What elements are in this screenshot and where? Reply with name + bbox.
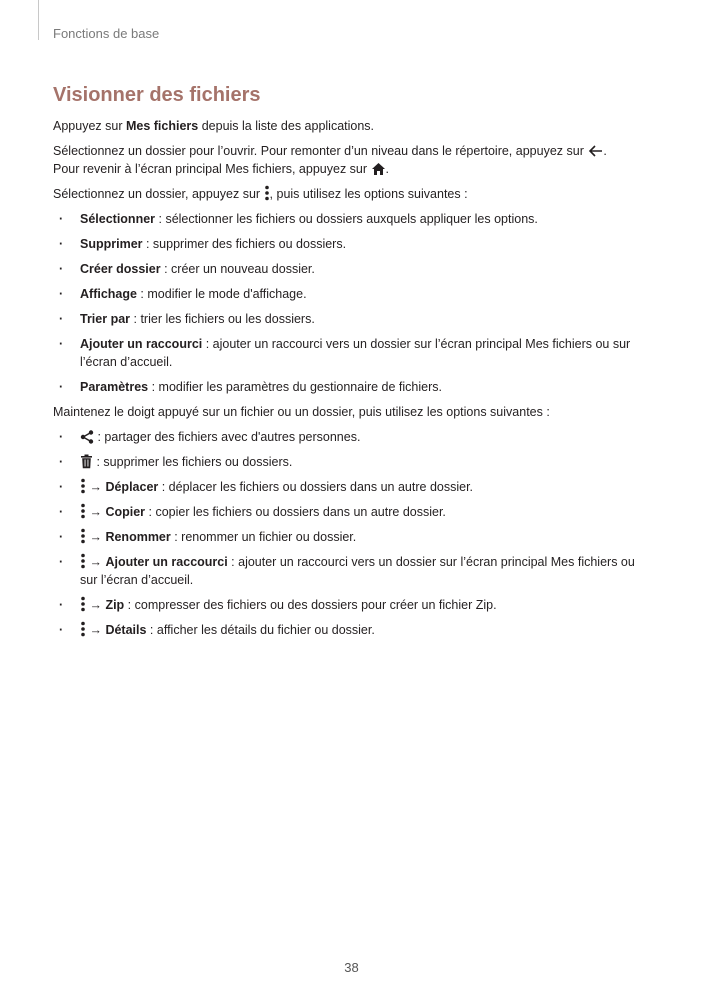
list-item: · Trier par : trier les fichiers ou les dossiers. [53, 310, 653, 328]
list-item: · : partager des fichiers avec d'autres personnes. [53, 428, 653, 446]
list-item: · → Zip : compresser des fichiers ou des dossiers pour créer un fichier Zip. [53, 596, 653, 614]
folder-options-list [53, 210, 653, 396]
list-item: · → Renommer : renommer un fichier ou dossier. [53, 528, 653, 546]
file-options-intro: Maintenez le doigt appuyé sur un fichier ou un dossier, puis utilisez les options suivantes : [53, 405, 550, 419]
section-header: Fonctions de base [53, 26, 160, 41]
folder-options-intro: Sélectionnez un dossier, appuyez sur , puis utilisez les options suivantes : [53, 187, 468, 201]
list-item: · → Détails : afficher les détails du fichier ou dossier. [53, 621, 653, 639]
trash-icon [80, 454, 93, 469]
intro-paragraph: Appuyez sur Mes fichiers depuis la liste des applications. [53, 119, 375, 133]
page-number: 38 [344, 960, 359, 975]
list-item: · → Ajouter un raccourci : ajouter un raccourci vers un dossier sur l’écran principal Mes fichiers ou sur l’écran d’accueil. [53, 553, 653, 589]
list-item: · Paramètres : modifier les paramètres du gestionnaire de fichiers. [53, 378, 653, 396]
share-icon [80, 430, 94, 444]
content [53, 117, 653, 646]
home-icon [371, 162, 386, 176]
navigation-paragraph: Sélectionnez un dossier pour l’ouvrir. Pour remonter d’un niveau dans le répertoire, appuyez sur . Pour revenir à l’écran principal Mes fichiers, appuyez sur . [53, 144, 607, 176]
app-name: Mes fichiers [125, 119, 199, 133]
list-item: · → Copier : copier les fichiers ou dossiers dans un autre dossier. [53, 503, 653, 521]
list-item: · Sélectionner : sélectionner les fichiers ou dossiers auxquels appliquer les options. [53, 210, 653, 228]
list-item: · Affichage : modifier le mode d'affichage. [53, 285, 653, 303]
list-item: · : supprimer les fichiers ou dossiers. [53, 453, 653, 471]
header-rule [38, 0, 39, 40]
back-arrow-icon [587, 144, 603, 158]
list-item: · Supprimer : supprimer des fichiers ou dossiers. [53, 235, 653, 253]
list-item: · Ajouter un raccourci : ajouter un raccourci vers un dossier sur l’écran principal Mes fichiers ou sur l’écran d’accueil. [53, 335, 653, 371]
file-options-list [53, 428, 653, 639]
list-item: · Créer dossier : créer un nouveau dossier. [53, 260, 653, 278]
page-title: Visionner des fichiers [53, 84, 261, 106]
list-item: · → Déplacer : déplacer les fichiers ou dossiers dans un autre dossier. [53, 478, 653, 496]
